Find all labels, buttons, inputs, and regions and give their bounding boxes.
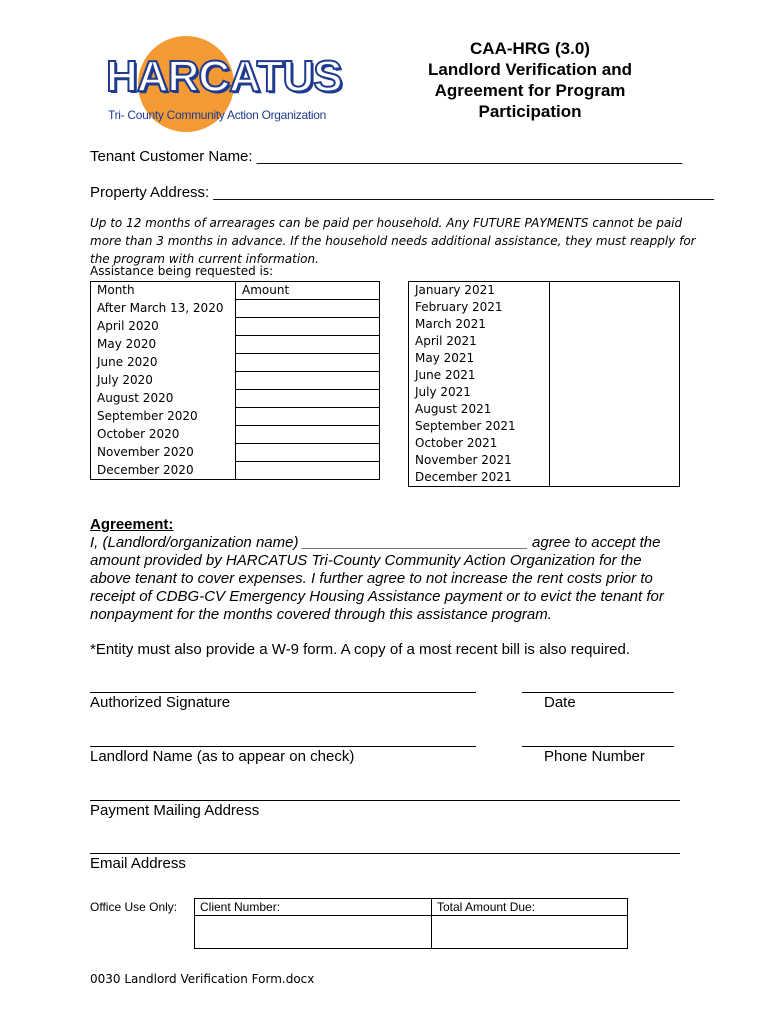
amount-cell[interactable]	[550, 401, 680, 418]
table-row	[409, 350, 680, 367]
amount-cell[interactable]	[550, 333, 680, 350]
payment-mailing-address-label: Payment Mailing Address	[90, 802, 260, 819]
months-2020-table	[90, 281, 380, 480]
amount-cell[interactable]	[550, 367, 680, 384]
month-cell: November 2020	[91, 444, 236, 462]
table-row	[91, 426, 380, 444]
month-cell: August 2021	[409, 401, 550, 418]
amount-cell[interactable]	[236, 318, 380, 336]
payment-mailing-address-line[interactable]	[90, 800, 680, 801]
month-cell: September 2021	[409, 418, 550, 435]
amount-cell[interactable]	[236, 372, 380, 390]
amount-cell[interactable]	[550, 282, 680, 300]
amount-cell[interactable]	[550, 384, 680, 401]
table-row	[409, 435, 680, 452]
table-row	[91, 318, 380, 336]
logo-brand-text: HARCATUS	[106, 52, 342, 101]
footer-filename: 0030 Landlord Verification Form.docx	[90, 972, 315, 986]
logo-tagline: Tri- County Community Action Organization	[108, 108, 327, 122]
phone-number-label: Phone Number	[544, 748, 645, 765]
table-row	[409, 452, 680, 469]
amount-cell[interactable]	[236, 300, 380, 318]
authorized-signature-line[interactable]	[90, 692, 476, 693]
month-cell: September 2020	[91, 408, 236, 426]
header-month: Month	[91, 282, 236, 300]
arrearages-note	[90, 214, 696, 268]
month-cell: November 2021	[409, 452, 550, 469]
note-line-2: more than 3 months in advance. If the household needs additional assistance, they must reapply for	[90, 234, 696, 248]
months-2021-table	[408, 281, 680, 487]
total-amount-due-header: Total Amount Due:	[432, 899, 628, 916]
amount-cell[interactable]	[550, 299, 680, 316]
authorized-signature-label: Authorized Signature	[90, 694, 231, 711]
table-row	[409, 282, 680, 300]
agreement-line-3: above tenant to cover expenses. I further agree to not increase the rent costs prior to	[90, 570, 653, 587]
month-cell: July 2021	[409, 384, 550, 401]
title-line-1: CAA-HRG (3.0)	[470, 39, 590, 58]
table-row	[409, 299, 680, 316]
agreement-heading: Agreement:	[90, 516, 174, 533]
table-row	[91, 408, 380, 426]
title-line-4: Participation	[478, 102, 582, 121]
agreement-line-4: receipt of CDBG-CV Emergency Housing Assistance payment or to evict the tenant for	[90, 588, 664, 605]
month-cell: December 2021	[409, 469, 550, 487]
amount-cell[interactable]	[550, 418, 680, 435]
agreement-line-5: nonpayment for the months covered through this assistance program.	[90, 606, 552, 623]
table-row	[91, 300, 380, 318]
month-cell: March 2021	[409, 316, 550, 333]
title-line-2: Landlord Verification and	[427, 60, 633, 79]
table-row	[91, 462, 380, 480]
month-cell: February 2021	[409, 299, 550, 316]
month-cell: August 2020	[91, 390, 236, 408]
month-cell: June 2021	[409, 367, 550, 384]
amount-cell[interactable]	[550, 469, 680, 487]
email-address-line[interactable]	[90, 853, 680, 854]
month-cell: October 2020	[91, 426, 236, 444]
total-amount-due-cell[interactable]	[432, 916, 628, 949]
amount-cell[interactable]	[236, 354, 380, 372]
month-cell: December 2020	[91, 462, 236, 480]
amount-cell[interactable]	[550, 452, 680, 469]
month-cell: April 2021	[409, 333, 550, 350]
amount-cell[interactable]	[236, 462, 380, 480]
month-cell: May 2020	[91, 336, 236, 354]
client-number-header: Client Number:	[195, 899, 432, 916]
email-address-label: Email Address	[90, 855, 186, 872]
amount-cell[interactable]	[236, 408, 380, 426]
amount-cell[interactable]	[236, 390, 380, 408]
phone-number-line[interactable]	[522, 746, 674, 747]
landlord-name-line[interactable]	[90, 746, 476, 747]
table-row	[409, 418, 680, 435]
month-cell: May 2021	[409, 350, 550, 367]
title-line-3: Agreement for Program	[434, 81, 626, 100]
month-cell: April 2020	[91, 318, 236, 336]
amount-cell[interactable]	[236, 444, 380, 462]
month-cell: After March 13, 2020	[91, 300, 236, 318]
table-row	[409, 367, 680, 384]
agreement-line-2: amount provided by HARCATUS Tri-County Community Action Organization for the	[90, 552, 642, 569]
property-address-field[interactable]: Property Address: ____________________________________________________________	[90, 184, 714, 201]
amount-cell[interactable]	[236, 426, 380, 444]
header-amount: Amount	[236, 282, 380, 300]
note-line-1: Up to 12 months of arrearages can be paid per household. Any FUTURE PAYMENTS cannot be paid	[90, 216, 683, 230]
office-use-label: Office Use Only:	[90, 900, 178, 914]
landlord-name-label: Landlord Name (as to appear on check)	[90, 748, 355, 765]
client-number-cell[interactable]	[195, 916, 432, 949]
note-line-3: the program with current information.	[90, 252, 319, 266]
date-line[interactable]	[522, 692, 674, 693]
document-title	[420, 38, 640, 122]
table-row	[91, 336, 380, 354]
amount-cell[interactable]	[550, 435, 680, 452]
office-use-table	[194, 898, 628, 949]
amount-cell[interactable]	[236, 336, 380, 354]
assistance-label: Assistance being requested is:	[90, 264, 274, 278]
month-cell: June 2020	[91, 354, 236, 372]
table-header-row	[91, 282, 380, 300]
table-row	[409, 384, 680, 401]
month-cell: January 2021	[409, 282, 550, 300]
date-label: Date	[544, 694, 576, 711]
table-row	[91, 390, 380, 408]
entity-note: *Entity must also provide a W-9 form. A copy of a most recent bill is also required.	[90, 641, 630, 658]
agreement-section	[90, 516, 690, 624]
table-row	[91, 444, 380, 462]
tenant-name-field[interactable]: Tenant Customer Name: ___________________________________________________	[90, 148, 683, 165]
harcatus-logo	[100, 36, 340, 132]
agreement-line-1[interactable]: I, (Landlord/organization name) ___________________________ agree to accept the	[90, 534, 661, 551]
table-row	[409, 401, 680, 418]
month-cell: October 2021	[409, 435, 550, 452]
table-row	[409, 316, 680, 333]
table-row	[91, 372, 380, 390]
table-row	[91, 354, 380, 372]
table-row	[409, 469, 680, 487]
amount-cell[interactable]	[550, 350, 680, 367]
amount-cell[interactable]	[550, 316, 680, 333]
month-cell: July 2020	[91, 372, 236, 390]
table-row	[409, 333, 680, 350]
